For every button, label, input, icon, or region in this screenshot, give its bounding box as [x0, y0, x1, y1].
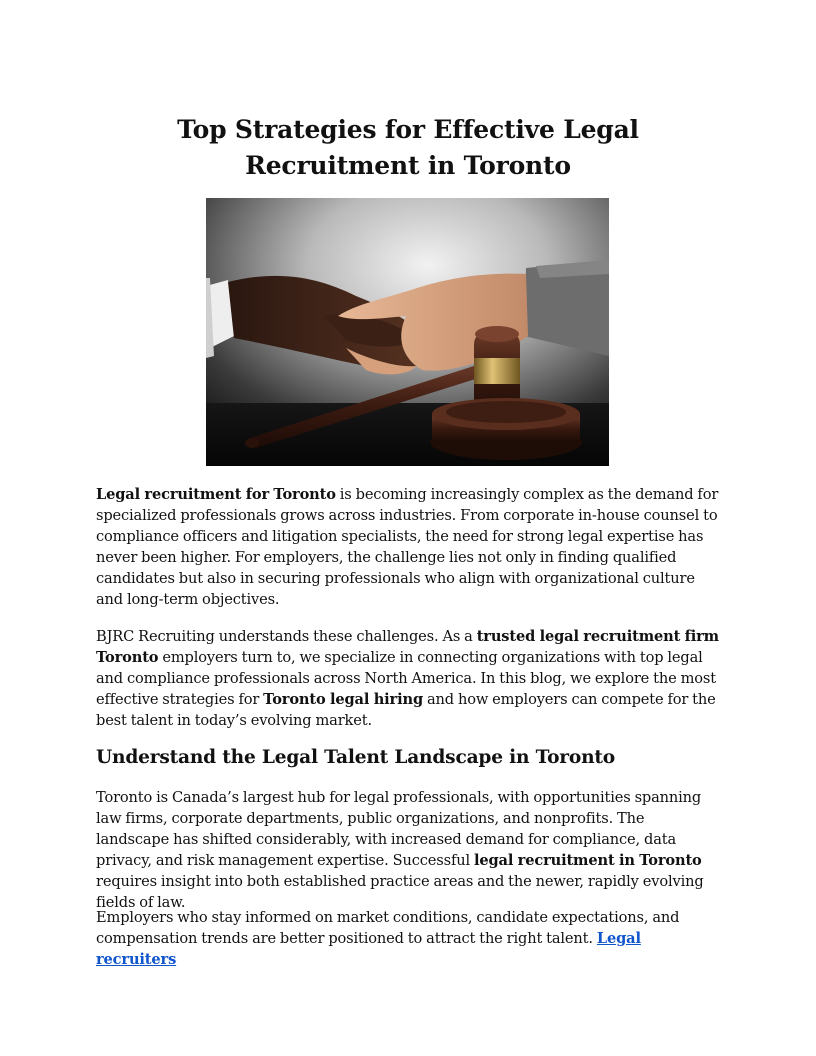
paragraph-text: is becoming increasingly complex as the demand for specialized professionals grows across industries. From corporate in-house counsel to compliance officers and litigation specialists, the need for strong legal expertise has never been higher. For employers, the challenge lies not only in finding qualified candidates but also in securing professionals who align with organizational culture and long-term objectives. [96, 486, 719, 608]
paragraph-text: and how employers can compete for the best talent in today’s evolving market. [96, 691, 716, 729]
paragraph-text: Toronto is Canada’s largest hub for legal professionals, with opportunities spanning law firms, corporate departments, public organizations, and nonprofits. The landscape has shifted considerably, with increased demand for compliance, data privacy, and risk management expertise. Successful [96, 789, 702, 869]
paragraph-text: BJRC Recruiting understands these challenges. As a [96, 628, 477, 645]
about-paragraph [96, 626, 720, 731]
legal-recruiters-link[interactable]: Legal recruiters [96, 930, 641, 968]
title-line-1: Top Strategies for Effective Legal [177, 115, 639, 144]
section-heading: Understand the Legal Talent Landscape in Toronto [96, 747, 615, 768]
intro-paragraph [96, 484, 720, 610]
bold-phrase: trusted legal recruitment firm Toronto [96, 628, 719, 666]
bold-phrase: Legal recruitment for Toronto [96, 486, 336, 503]
bold-phrase: legal recruitment in Toronto [473, 852, 702, 869]
employers-paragraph [96, 907, 720, 970]
paragraph-text: employers turn to, we specialize in connecting organizations with top legal and compliance professionals across North America. In this blog, we explore the most effective strategies for [96, 649, 716, 708]
landscape-paragraph [96, 787, 720, 913]
paragraph-text: Employers who stay informed on market conditions, candidate expectations, and compensation trends are better positioned to attract the right talent. [96, 909, 680, 947]
paragraph-text: requires insight into both established practice areas and the newer, rapidly evolving fields of law. [96, 873, 704, 911]
title-line-2: Recruitment in Toronto [245, 151, 571, 180]
bold-phrase: Toronto legal hiring [263, 691, 423, 708]
document-title [96, 112, 720, 184]
handshake-gavel-image [206, 198, 609, 466]
